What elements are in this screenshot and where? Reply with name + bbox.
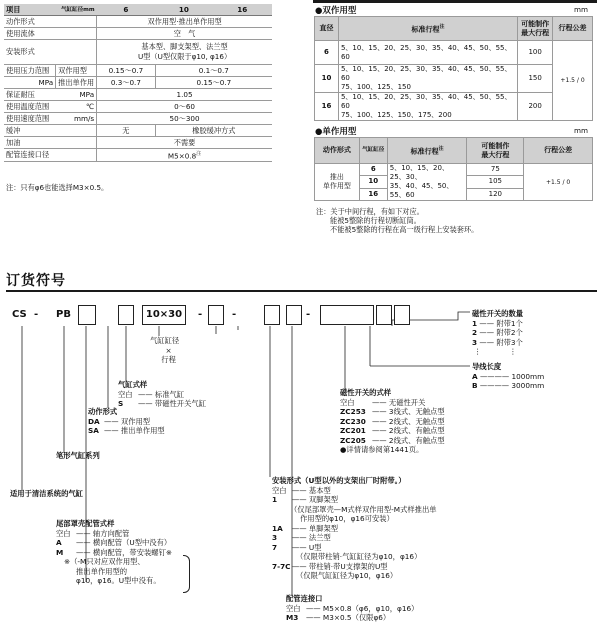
sw-qty-block <box>472 309 523 357</box>
row-bore: 16 <box>315 93 339 121</box>
row-bore: 6 <box>359 164 387 176</box>
h-max-1: 可能制作 <box>481 141 510 150</box>
mount-value-1: 基本型、脚支架型、法兰型 <box>141 42 228 51</box>
act-row: SA —— 推出单作用型 <box>88 426 165 435</box>
key: 空白 <box>118 389 133 399</box>
code-dash-4: - <box>306 309 311 320</box>
key: A <box>472 371 478 381</box>
tail-note-3: φ10，φ16。U型中没有。 <box>76 576 161 585</box>
spec-value: 橡胶缓冲方式 <box>155 125 272 137</box>
sw-row: ZC201 —— 2线式、有触点型 <box>340 426 445 435</box>
act-block <box>88 407 165 436</box>
sw-qty-title: 磁性开关的数量 <box>472 309 524 318</box>
sw-title: 磁性开关的式样 <box>340 388 392 397</box>
spec-value: 0～60 <box>97 101 272 113</box>
clean-use: 适用于清洁系统的气缸 <box>10 489 83 498</box>
row-stroke-2: 75、100、125、150、175、200 <box>340 111 452 119</box>
row-bore: 10 <box>315 65 339 93</box>
code-dash: - <box>34 309 39 320</box>
key: M <box>56 547 64 557</box>
h-tol: 行程公差 <box>524 138 593 164</box>
key: 1 <box>472 318 478 328</box>
value: 附带1个 <box>496 318 523 328</box>
spec-value: 0.1～0.7 <box>155 65 272 77</box>
h-tol: 行程公差 <box>553 17 593 41</box>
cyl-block <box>118 380 206 409</box>
spec-label: 安装形式 <box>4 40 97 65</box>
h-action: 动作形式 <box>315 138 360 164</box>
spec-unit: MPa <box>4 77 56 89</box>
value: 双作用型 <box>120 416 151 426</box>
h-stroke-text: 标准行程 <box>410 147 439 156</box>
spec-label: 加油 <box>4 137 97 149</box>
tail-row: 空白 —— 轴方向配管 <box>56 528 130 538</box>
double-unit: mm <box>574 5 589 14</box>
single-unit: mm <box>574 126 589 135</box>
sw-qty-dots <box>472 347 523 357</box>
key: 1 <box>272 495 278 504</box>
spec-label: 动作形式 <box>4 16 97 28</box>
row-stroke: 5、10、15、20、25、30、35、40、45、50、55、60 <box>338 41 517 65</box>
code-cs: CS <box>12 309 27 320</box>
code-box-mount[interactable] <box>264 305 280 325</box>
key: 7 <box>272 542 278 552</box>
port-value: M5×0.8 <box>167 151 197 161</box>
row-bore: 16 <box>359 188 387 200</box>
spec-value: 50～300 <box>97 113 272 125</box>
row-max: 105 <box>467 176 524 188</box>
mount-note-1: （仅尾部罩壳—M式样双作用型-M式样推出单 <box>290 504 437 514</box>
key: B <box>472 381 478 390</box>
stroke-label: 行程 <box>161 355 176 364</box>
mount-7c-note: （仅限气缸缸径为φ10，φ16） <box>296 571 398 580</box>
code-bore: 10×30 <box>145 309 183 320</box>
value: 带磁性开关气缸 <box>154 399 206 408</box>
value: U型 <box>308 542 322 552</box>
value: 双脚架型 <box>308 495 339 504</box>
key: 3 <box>472 337 478 347</box>
value: 轴方向配管 <box>92 528 130 538</box>
key: 2 <box>472 328 478 337</box>
spec-value: 1.05 <box>97 89 272 101</box>
key: 3 <box>272 533 278 542</box>
value: M3×0.5（仅限φ6） <box>322 613 391 622</box>
code-box-switch[interactable] <box>320 305 374 325</box>
spec-label: 保证耐压 <box>4 89 56 101</box>
value: 2线式、有触点型 <box>388 435 445 445</box>
code-box-port[interactable] <box>286 305 302 325</box>
order-title: 订货符号 <box>6 273 66 289</box>
code-box-bore-stroke[interactable] <box>142 305 186 325</box>
spec-value: 无 <box>97 125 156 137</box>
cyl-title: 气缸式样 <box>118 380 148 389</box>
mount-row: 3 —— 法兰型 <box>272 533 331 542</box>
key: DA <box>88 416 100 426</box>
sw-row: ZC230 —— 2线式、无触点型 <box>340 416 445 426</box>
tol-value: +1.5 / 0 <box>546 178 571 186</box>
row-stroke-1: 5、10、15、20、25、30、35、40、45、50、55、60 <box>340 65 512 82</box>
key: ZC253 <box>340 407 366 416</box>
mount-row: 空白 —— 基本型 <box>272 485 331 495</box>
value: 单脚架型 <box>308 523 339 533</box>
spec-header-bore: 气缸缸径mm <box>56 4 97 16</box>
spec-header-item: 项目 <box>4 4 56 16</box>
tail-title: 尾部罩壳配管式样 <box>56 519 115 528</box>
cyl-row: 空白 —— 标准气缸 <box>118 389 185 399</box>
single-note-3: 不能被5整除的行程在高一级行程上安装套环。 <box>330 225 479 234</box>
dots: ⋮ <box>474 347 482 356</box>
h-stroke-text: 标准行程 <box>411 25 440 34</box>
spec-value: 不需要 <box>97 137 272 149</box>
mount-row: 7-7C—— 带柱销·带U支撑架的U型 <box>272 561 388 571</box>
value: 2线式、有触点型 <box>388 426 445 435</box>
key: 空白 <box>340 397 355 407</box>
mount-value-2: U型（U型仅限于φ10, φ16） <box>137 52 232 61</box>
bore-6: 6 <box>97 4 156 16</box>
row-stroke-2: 75、100、125、150 <box>340 83 411 91</box>
spec-value: 0.15～0.7 <box>97 65 156 77</box>
spec-value: 0.15～0.7 <box>155 77 272 89</box>
spec-value: 空 气 <box>97 28 272 40</box>
h-bore: 直径 <box>315 17 339 41</box>
h-bore: 气缸缸径 <box>359 138 387 164</box>
code-box-cyl[interactable] <box>118 305 134 325</box>
key: ZC205 <box>340 435 366 445</box>
mount-row: 1A —— 单脚架型 <box>272 523 339 533</box>
row-max: 200 <box>518 93 553 121</box>
value: 1000mm <box>511 371 545 381</box>
action-1: 推出 <box>329 173 344 181</box>
row-max: 100 <box>518 41 553 65</box>
tail-note-1: ※（-M只对应双作用型、 <box>64 557 145 566</box>
cyl-row: S —— 带磁性开关气缸 <box>118 399 206 408</box>
value: 推出单作用型 <box>120 426 165 435</box>
spec-value: 0.3～0.7 <box>97 77 156 89</box>
sw-qty-2: 2 —— 附带2个 <box>472 328 523 337</box>
note-mark: 注 <box>196 151 202 157</box>
bore-stroke-label <box>150 336 179 365</box>
code-box-qty[interactable] <box>394 305 410 325</box>
key: 空白 <box>286 603 301 613</box>
value: 2线式、无触点型 <box>388 416 445 426</box>
value: 无磁性开关 <box>388 397 426 407</box>
code-dash-3: - <box>232 309 237 320</box>
port-row: 空白 —— M5×0.8（φ6，φ10，φ16） <box>286 603 419 613</box>
sw-row: ZC205 —— 2线式、有触点型 <box>340 435 445 445</box>
sw-qty-3: 3 —— 附带3个 <box>472 337 523 347</box>
wire-b: B ———— 3000mm <box>472 381 545 390</box>
key: 空白 <box>56 528 71 538</box>
port-block <box>286 594 418 623</box>
key: S <box>118 399 124 408</box>
action-2: 单作用型 <box>322 182 351 190</box>
key: SA <box>88 426 99 435</box>
mount-block <box>272 476 437 581</box>
tol-value: +1.5 / 0 <box>560 77 585 84</box>
key: 空白 <box>272 485 287 495</box>
single-note-2: 能被5整除的行程切断缸筒。 <box>330 216 421 225</box>
h-max-2: 最大行程 <box>481 150 510 159</box>
value: 附带3个 <box>496 337 523 347</box>
row-stroke-1: 5、10、15、20、25、30、35、40、45、50、55、60 <box>340 93 512 110</box>
spec-label: 使用速度范围 <box>4 113 56 125</box>
wire-a: A ———— 1000mm <box>472 371 545 381</box>
code-pb: PB <box>56 309 71 320</box>
key: 7-7C <box>272 561 291 571</box>
port-row: M3 —— M3×0.5（仅限φ6） <box>286 613 391 622</box>
value: 标准气缸 <box>154 389 185 399</box>
wire-title: 导线长度 <box>472 362 502 371</box>
sw-block <box>340 388 445 455</box>
spec-sublabel: 双作用型 <box>56 65 97 77</box>
stroke-1: 5、10、15、20、25、30、 <box>389 164 449 181</box>
times-label: × <box>165 345 172 355</box>
code-box-tail[interactable] <box>78 305 96 325</box>
double-title: ●双作用型 <box>315 6 357 16</box>
value: 法兰型 <box>308 533 331 542</box>
stroke-2: 35、40、45、50、55、60 <box>389 182 454 199</box>
act-row: DA —— 双作用型 <box>88 416 151 426</box>
wire-block <box>472 362 544 391</box>
row-max: 150 <box>518 65 553 93</box>
code-box-wire[interactable] <box>376 305 392 325</box>
spec-unit: mm/s <box>56 113 97 125</box>
bore-10: 10 <box>155 4 212 16</box>
code-box-action[interactable] <box>208 305 224 325</box>
value: 3000mm <box>511 381 545 390</box>
mount-note-2: 作用型的φ10，φ16可安装） <box>300 514 394 523</box>
bore-label: 气缸缸径 <box>150 336 180 345</box>
h-max-2: 最大行程 <box>521 28 550 37</box>
sw-row: 空白 —— 无磁性开关 <box>340 397 426 407</box>
tail-row: M —— 横向配管，带安装螺钉※ <box>56 547 173 557</box>
value: 附带2个 <box>496 328 523 337</box>
row-bore: 10 <box>359 176 387 188</box>
key: ZC201 <box>340 426 366 435</box>
value: 带柱销·带U支撑架的U型 <box>308 561 388 571</box>
spec-label: 配管连接口径 <box>4 149 97 162</box>
dots: ⋮ <box>509 347 517 356</box>
bore-16: 16 <box>213 4 272 16</box>
sw-qty-1: 1 —— 附带1个 <box>472 318 523 328</box>
note-mark: 注 <box>439 23 445 30</box>
spec-label: 使用压力范围 <box>4 65 56 77</box>
note-mark: 注 <box>438 145 444 152</box>
spec-unit: MPa <box>56 89 97 101</box>
spec-value: 双作用型·推出单作用型 <box>97 16 272 28</box>
h-max-1: 可能制作 <box>521 19 550 28</box>
single-title: ●单作用型 <box>315 127 357 137</box>
key: M3 <box>286 613 299 622</box>
value: M5×0.8（φ6，φ10，φ16） <box>322 603 419 613</box>
tail-note-2: 推出单作用型的 <box>76 566 128 576</box>
key: A <box>56 538 62 547</box>
key: ZC230 <box>340 416 366 426</box>
key: 1A <box>272 523 283 533</box>
sw-ref: ●详情请参阅第1441页。 <box>340 445 424 454</box>
value: 3线式、无触点型 <box>388 407 445 416</box>
mount-title: 安装形式（U型以外的支架出厂时附带。） <box>272 476 406 485</box>
code-dash-2: - <box>198 309 203 320</box>
single-note-1: 注：关于中间行程，有如下对应。 <box>316 207 424 216</box>
pen-series: 笔形气缸系列 <box>56 451 100 460</box>
act-title: 动作形式 <box>88 407 118 416</box>
spec-label: 缓冲 <box>4 125 97 137</box>
mount7-note: （仅限带柱销·气缸缸径为φ10，φ16） <box>296 552 422 561</box>
spec-label: 使用流体 <box>4 28 97 40</box>
port-title: 配管连接口 <box>286 594 323 603</box>
mount-row: 1 —— 双脚架型 <box>272 495 339 504</box>
value: 横向配管，带安装螺钉※ <box>92 547 173 557</box>
tail-block <box>56 519 172 586</box>
value: 基本型 <box>308 485 331 495</box>
tail-note-bracket <box>183 555 190 593</box>
row-max: 120 <box>467 188 524 200</box>
value: 横向配管（U型中没有） <box>92 538 172 547</box>
spec-note: 注：只有φ6也能选择M3×0.5。 <box>6 183 109 192</box>
spec-sublabel: 推出单作用 <box>56 77 97 89</box>
row-max: 75 <box>467 164 524 176</box>
spec-unit: ℃ <box>56 101 97 113</box>
tail-row: A —— 横向配管（U型中没有） <box>56 538 172 547</box>
row-bore: 6 <box>315 41 339 65</box>
spec-label: 使用温度范围 <box>4 101 56 113</box>
sw-row: ZC253 —— 3线式、无触点型 <box>340 407 445 416</box>
mount-row: 7 —— U型 <box>272 542 322 552</box>
